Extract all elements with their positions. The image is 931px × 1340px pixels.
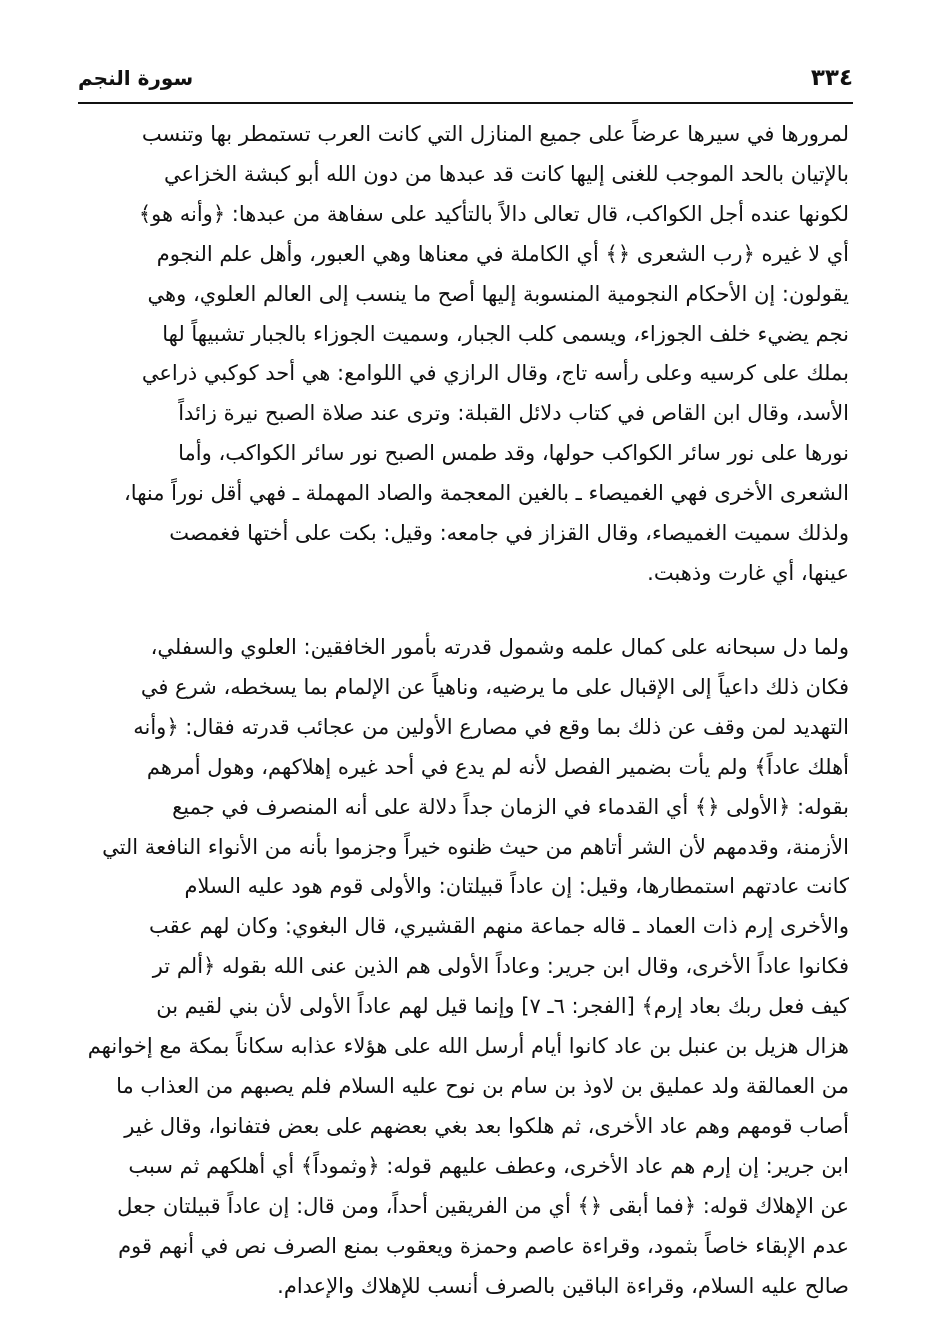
text-line: الأزمنة، وقدمهم لأن الشر أتاهم من حيث ظنوه خيراً وجزموا بأنه من الأنواء النافعة التي [102,834,849,859]
text-line: أصاب قومهم وهم عاد الأخرى، ثم هلكوا بعد بغي بعضهم على بعض فتفانوا، وقال غير [124,1113,849,1138]
text-line: لكونها عنده أجل الكواكب، قال تعالى دالاً بالتأكيد على سفاهة من عبدها: ﴿وأنه هو﴾ [138,201,849,226]
text-line: بملك على كرسيه وعلى رأسه تاج، وقال الرازي في اللوامع: هي أحد كوكبي ذراعي [141,361,849,386]
text-line: عدم الإبقاء خاصاً بثمود، وقراءة عاصم وحمزة ويعقوب بمنع الصرف نص في أنهم قوم [118,1233,849,1258]
surah-title: سورة النجم [78,66,194,90]
text-line: من العمالقة ولد عمليق بن لاوذ بن سام بن نوح عليه السلام فلم يصبهم من العذاب ما [116,1073,849,1098]
text-line: ولذلك سميت الغميصاء، وقال القزاز في جامعه: وقيل: بكت على أختها فغمصت [169,521,849,546]
text-line: صالح عليه السلام، وقراءة الباقين بالصرف أنسب للإهلاك والإعدام. [277,1273,849,1298]
text-line: فكان ذلك داعياً إلى الإقبال على ما يرضيه، وناهياً عن الإلمام بما يسخطه، شرع في [140,674,849,699]
text-line: كيف فعل ربك بعاد إرم﴾ [الفجر: ٦ـ ٧] وإنما قيل لهم عاداً الأولى لأن بني لقيم بن [156,994,849,1019]
paragraph-1 [80,115,849,594]
text-line: بقوله: ﴿الأولى ﴿﴾ أي القدماء في الزمان جداً دلالة على أنه المنصرف في جميع [172,794,849,819]
text-line: نجم يضيء خلف الجوزاء، ويسمى كلب الجبار، وسميت الجوزاء بالجبار تشبيهاً لها [162,321,849,346]
text-line: يقولون: إن الأحكام النجومية المنسوبة إليها أصح ما ينسب إلى العالم العلوي، وهي [147,281,849,306]
header-divider [78,102,853,104]
text-line: أي لا غيره ﴿رب الشعرى ﴿﴾ أي الكاملة في معناها وهي العبور، وأهل علم النجوم [156,241,849,266]
text-line: لمرورها في سيرها عرضاً على جميع المنازل التي كانت العرب تستمطر بها وتنسب [141,122,849,146]
page-number: ٣٣٤ [810,65,853,91]
text-line: عينها، أي غارت وذهبت. [647,560,849,585]
text-line: هزال هزيل بن عنبل بن عاد كانوا أيام أرسل الله على هؤلاء عذابه سكاناً بمكة مع إخوانهم [87,1034,849,1059]
text-line: ولما دل سبحانه على كمال علمه وشمول قدرته بأمور الخافقين: العلوي والسفلي، [150,635,849,659]
text-line: فكانوا عاداً الأخرى، وقال ابن جرير: وعاداً الأولى هم الذين عنى الله بقوله ﴿ألم تر [152,954,849,979]
page-header [78,60,853,98]
text-line: عن الإهلاك قوله: ﴿فما أبقى ﴿﴾ أي من الفريقين أحداً، ومن قال: إن عاداً قبيلتان جعل [117,1193,849,1218]
text-line: نورها على نور سائر الكواكب حولها، وقد طمس الصبح نور سائر الكواكب، وأما [178,441,849,466]
text-line: أهلك عاداً﴾ ولم يأت بضمير الفصل لأنه لم يدع في أحد غيره إهلاكهم، وهول أمرهم [146,754,849,779]
text-line: بالإتيان بالحد الموجب للغنى إليها كانت قد عبدها من دون الله أبو كبشة الخزاعي [164,161,849,186]
text-line: ابن جرير: إن إرم هم عاد الأخرى، وعطف عليهم قوله: ﴿وثموداً﴾ أي أهلكهم ثم سبب [128,1153,849,1178]
paragraph-2 [80,628,849,1306]
text-line: التهديد لمن وقف عن ذلك بما وقع في مصارع الأولين من عجائب قدرته فقال: ﴿وأنه [133,714,849,739]
text-line: كانت عادتهم استمطارها، وقيل: إن عاداً قبيلتان: والأولى قوم هود عليه السلام [184,874,849,899]
text-line: الشعرى الأخرى فهي الغميصاء ـ بالغين المعجمة والصاد المهملة ـ فهي أقل نوراً منها، [124,481,849,506]
text-line: والأخرى إرم ذات العماد ـ قاله جماعة منهم القشيري، قال البغوي: وكان لهم عقب [149,914,849,939]
text-line: الأسد، وقال ابن القاص في كتاب دلائل القبلة: وترى عند صلاة الصبح نيرة زائداً [178,401,849,426]
